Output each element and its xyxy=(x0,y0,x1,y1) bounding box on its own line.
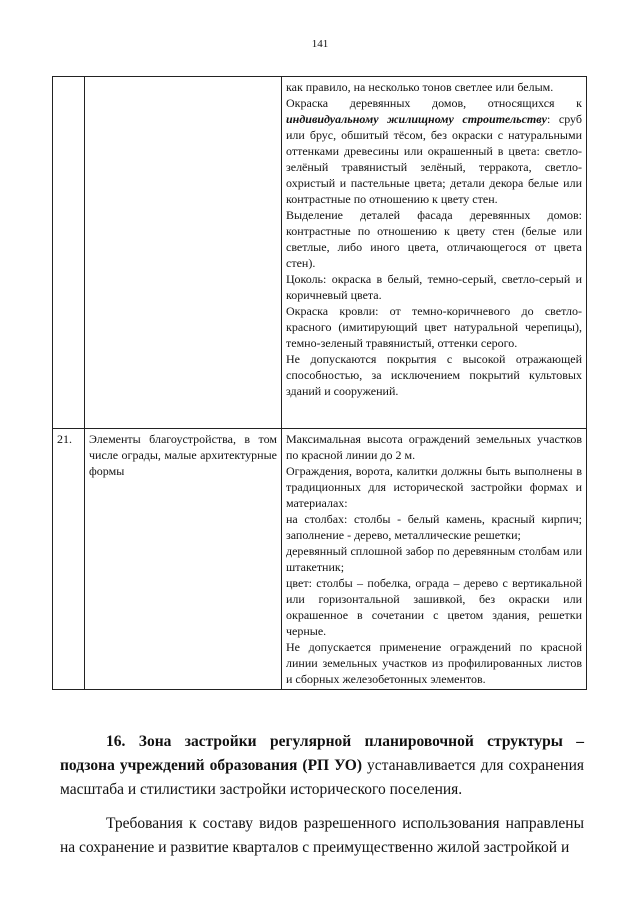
requirement-paragraph: на столбах: столбы - белый камень, красный кирпич; заполнение - дерево, металлические решетки; xyxy=(286,512,582,542)
requirements-table xyxy=(52,76,587,690)
requirement-paragraph: как правило, на несколько тонов светлее или белым. xyxy=(286,80,554,94)
requirements-cell xyxy=(282,429,587,690)
table-row xyxy=(53,429,587,690)
row-number-cell xyxy=(53,77,85,429)
requirement-paragraph: Цоколь: окраска в белый, темно-серый, светло-серый и коричневый цвета. xyxy=(286,272,582,302)
text-run: : сруб или брус, обшитый тёсом, без окраски с натуральными оттенками древесины или окрашенный в цвета: светло-зелёный травянистый зелёный, терракота, светло-охристый и пастельные цвета; детали декора белые или контрастные по отношению к цвету стен. xyxy=(286,112,582,206)
page-number: 141 xyxy=(311,38,329,50)
requirement-paragraph: цвет: столбы – побелка, ограда – дерево с вертикальной или горизонтальной зашивкой, без окраски или окрашенное в сочетании с цветом здания, решетки черные. xyxy=(286,576,582,638)
requirement-paragraph: Окраска кровли: от темно-коричневого до светло-красного (имитирующий цвет натуральной черепицы), темно-зеленый травянистый, оттенки серого. xyxy=(286,304,582,350)
row-number-cell: 21. xyxy=(53,429,85,690)
section-heading: 16. Зона застройки регулярной планировочной структуры – подзона учреждений образования (РП УО) xyxy=(60,733,584,774)
section-intro xyxy=(60,730,584,802)
requirement-paragraph: Выделение деталей фасада деревянных домов: контрастные по отношению к цвету стен (белые или светлые, либо иного цвета, отличающегося от цвета стен). xyxy=(286,208,582,270)
section-body xyxy=(60,730,584,860)
requirement-paragraph: Не допускаются покрытия с высокой отражающей способностью, за исключением покрытий культовых зданий и сооружений. xyxy=(286,352,582,398)
section-heading-tail: устанавливается для сохранения масштаба и стилистики застройки исторического поселения. xyxy=(60,757,585,798)
text-run: Окраска деревянных домов, относящихся к xyxy=(286,96,582,110)
emphasis-text: индивидуальному жилищному строительству xyxy=(286,112,547,126)
requirement-paragraph xyxy=(286,95,582,207)
requirements-cell xyxy=(282,77,587,429)
table-row xyxy=(53,77,587,429)
requirement-paragraph: Максимальная высота ограждений земельных участков по красной линии до 2 м. xyxy=(286,432,582,462)
element-cell xyxy=(85,77,282,429)
requirement-paragraph: Ограждения, ворота, калитки должны быть выполнены в традиционных для исторической застройки формах и материалах: xyxy=(286,464,582,510)
requirement-paragraph: Не допускается применение ограждений по красной линии земельных участков из профилированных листов и сборных железобетонных элементов. xyxy=(286,640,582,686)
section-paragraph: Требования к составу видов разрешенного использования направлены на сохранение и развитие кварталов с преимущественно жилой застройкой и xyxy=(60,815,584,856)
element-cell: Элементы благоустройства, в том числе ограды, малые архитектурные формы xyxy=(85,429,282,690)
requirement-paragraph: деревянный сплошной забор по деревянным столбам или штакетник; xyxy=(286,544,582,574)
